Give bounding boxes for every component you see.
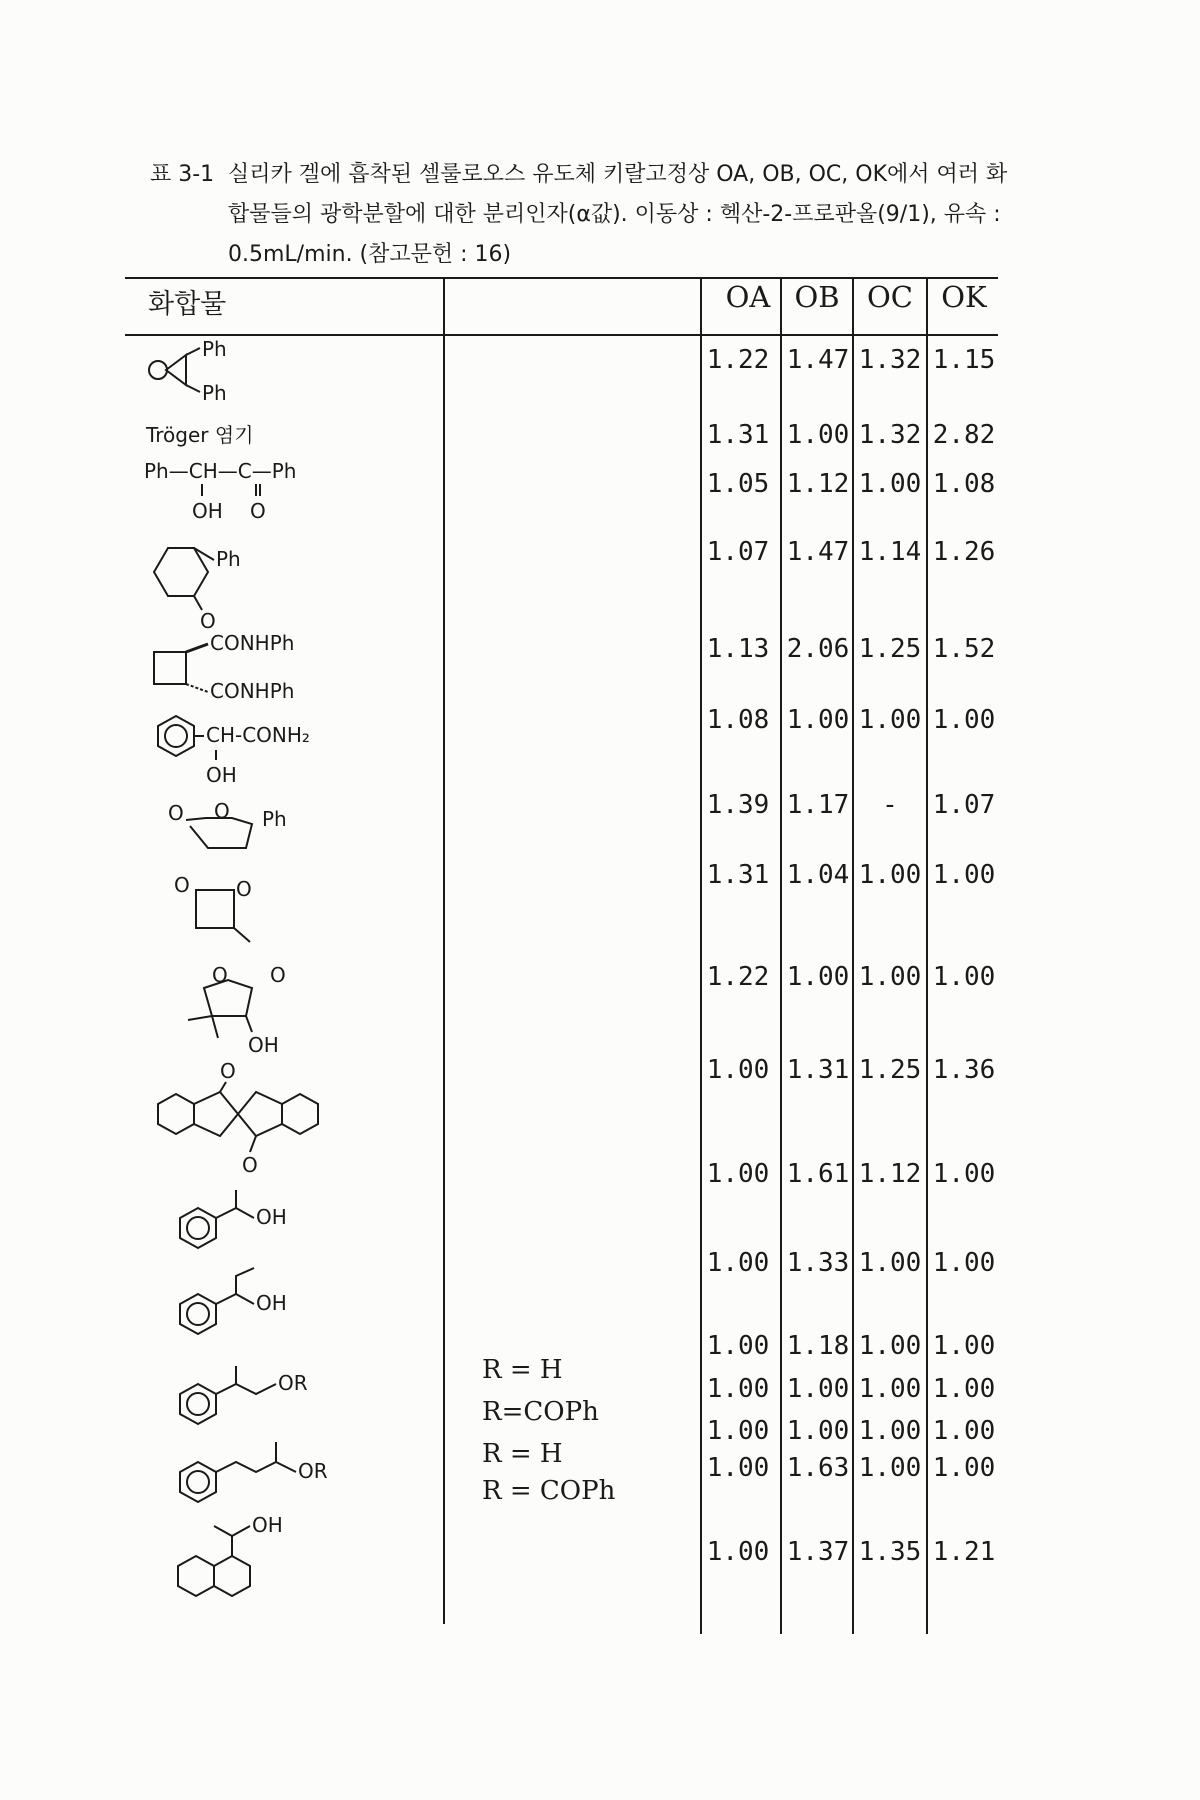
value-cell: 1.00 [786, 1374, 850, 1404]
value-cell: 1.25 [858, 1055, 922, 1085]
value-cell: 1.07 [932, 790, 996, 820]
value-cell: 1.33 [786, 1248, 850, 1278]
value-cell: 1.00 [786, 1416, 850, 1446]
value-cell: 1.00 [932, 1248, 996, 1278]
svg-text:O: O [168, 801, 184, 825]
svg-text:OH: OH [256, 1205, 287, 1229]
svg-text:OH: OH [252, 1513, 283, 1537]
header-ob: OB [794, 280, 840, 314]
r-label-row15: R = H [482, 1439, 563, 1469]
value-cell: 1.00 [786, 420, 850, 450]
structure-phenyl-lactone [128, 796, 328, 870]
value-cell: 1.26 [932, 537, 996, 567]
structure-phenylpropanol [128, 1260, 328, 1354]
svg-text:O: O [250, 499, 266, 523]
value-cell: 1.32 [858, 420, 922, 450]
value-cell: 1.47 [786, 537, 850, 567]
value-cell: 1.12 [858, 1159, 922, 1189]
value-cell: 1.21 [932, 1537, 996, 1567]
structure-phenylbutanol-r [128, 1436, 348, 1520]
value-cell: 1.36 [932, 1055, 996, 1085]
value-cell: 1.00 [932, 1159, 996, 1189]
svg-text:O: O [236, 877, 252, 901]
svg-text:OR: OR [278, 1371, 308, 1395]
r-label-row13: R = H [482, 1355, 563, 1385]
value-cell: 2.82 [932, 420, 996, 450]
value-cell: 1.22 [706, 345, 770, 375]
svg-text:Ph: Ph [202, 337, 227, 361]
r-label-row14: R=COPh [482, 1397, 599, 1427]
value-cell: 1.07 [706, 537, 770, 567]
structure-spirobiindanedione [128, 1060, 368, 1184]
value-cell: 1.04 [786, 860, 850, 890]
value-cell: 1.14 [858, 537, 922, 567]
caption-text: 실리카 겔에 흡착된 셀룰로오스 유도체 키랄고정상 OA, OB, OC, OK에서 여러 화합물들의 광학분할에 대한 분리인자(α값). 이동상 : 헥산-2-프로판올(9/1), 유속 : 0.5mL/min. (참고문헌 : 16) [228, 162, 1008, 267]
svg-text:O: O [220, 1059, 236, 1083]
value-cell: 1.00 [932, 962, 996, 992]
svg-text:Ph: Ph [216, 547, 241, 571]
value-cell: 1.00 [858, 1248, 922, 1278]
value-cell: 1.00 [858, 962, 922, 992]
table-label: 표 3-1 [150, 162, 215, 187]
value-cell: 2.06 [786, 634, 850, 664]
structure-benzoin [128, 458, 328, 532]
value-cell: 1.63 [786, 1453, 850, 1483]
value-cell: 1.31 [706, 420, 770, 450]
value-cell: 1.35 [858, 1537, 922, 1567]
value-cell: 1.00 [858, 1453, 922, 1483]
structure-phenylethanol [128, 1182, 328, 1266]
svg-text:O: O [214, 799, 230, 823]
value-cell: 1.00 [932, 1416, 996, 1446]
value-cell: 1.00 [932, 1374, 996, 1404]
value-cell: 1.15 [932, 345, 996, 375]
value-cell: 1.61 [786, 1159, 850, 1189]
value-cell: 1.00 [706, 1248, 770, 1278]
value-cell: 1.32 [858, 345, 922, 375]
value-cell: 1.00 [786, 962, 850, 992]
svg-text:O: O [212, 963, 228, 987]
value-cell: 1.39 [706, 790, 770, 820]
value-cell: 1.00 [858, 1374, 922, 1404]
svg-text:OH: OH [256, 1291, 287, 1315]
svg-text:CH-CONH₂: CH-CONH₂ [206, 723, 310, 747]
value-cell: 1.00 [858, 705, 922, 735]
value-cell: 1.00 [706, 1453, 770, 1483]
value-cell: 1.00 [706, 1374, 770, 1404]
value-cell: 1.00 [932, 1331, 996, 1361]
structure-phenylcyclohexanone [128, 530, 328, 634]
svg-text:OR: OR [298, 1459, 328, 1483]
value-cell: 1.25 [858, 634, 922, 664]
value-cell: 1.00 [858, 860, 922, 890]
value-cell: 1.18 [786, 1331, 850, 1361]
svg-text:CONHPh: CONHPh [210, 679, 295, 703]
svg-text:Tröger 염기: Tröger 염기 [146, 423, 254, 447]
value-cell: - [882, 790, 898, 820]
structure-naphthylethanol [128, 1510, 328, 1624]
value-cell: 1.00 [706, 1537, 770, 1567]
structure-cyclobutane-dianilide [128, 632, 328, 716]
svg-text:O: O [270, 963, 286, 987]
value-cell: 1.05 [706, 469, 770, 499]
header-bottom-rule [125, 334, 998, 336]
header-ok: OK [941, 280, 987, 314]
value-cell: 1.00 [932, 705, 996, 735]
value-cell: 1.12 [786, 469, 850, 499]
svg-text:Ph: Ph [202, 381, 227, 405]
value-cell: 1.00 [932, 860, 996, 890]
value-cell: 1.08 [706, 705, 770, 735]
value-cell: 1.31 [786, 1055, 850, 1085]
value-cell: 1.08 [932, 469, 996, 499]
table-top-rule [125, 277, 998, 279]
structure-stilbene-oxide [128, 337, 328, 414]
value-cell: 1.31 [706, 860, 770, 890]
svg-text:OH: OH [192, 499, 223, 523]
value-cell: 1.00 [706, 1416, 770, 1446]
svg-text:O: O [200, 609, 216, 633]
svg-text:Ph: Ph [262, 807, 287, 831]
value-cell: 1.00 [706, 1159, 770, 1189]
value-cell: 1.00 [932, 1453, 996, 1483]
svg-text:OH: OH [206, 763, 237, 787]
svg-text:O: O [174, 873, 190, 897]
header-oa: OA [725, 280, 771, 314]
compound-column-rule [443, 277, 445, 1624]
svg-text:OH: OH [248, 1033, 279, 1057]
value-cell: 1.00 [858, 1331, 922, 1361]
value-cell: 1.52 [932, 634, 996, 664]
header-compound: 화합물 [148, 289, 227, 320]
structure-phenylpropanol-r [128, 1360, 328, 1444]
svg-text:Ph—CH—C—Ph: Ph—CH—C—Ph [144, 459, 297, 483]
value-cell: 1.47 [786, 345, 850, 375]
value-cell: 1.00 [858, 1416, 922, 1446]
r-label-row16: R = COPh [482, 1476, 616, 1506]
structure-pantolactone [128, 960, 348, 1064]
value-cell: 1.00 [786, 705, 850, 735]
value-cell: 1.37 [786, 1537, 850, 1567]
svg-text:CONHPh: CONHPh [210, 631, 295, 655]
value-cell: 1.00 [706, 1055, 770, 1085]
svg-text:O: O [242, 1153, 258, 1177]
value-cell: 1.00 [706, 1331, 770, 1361]
value-cell: 1.13 [706, 634, 770, 664]
value-cell: 1.00 [858, 469, 922, 499]
header-oc: OC [867, 280, 913, 314]
structure-butyrolactone [128, 870, 328, 964]
value-cell: 1.22 [706, 962, 770, 992]
structure-mandelamide [128, 712, 368, 796]
value-cell: 1.17 [786, 790, 850, 820]
